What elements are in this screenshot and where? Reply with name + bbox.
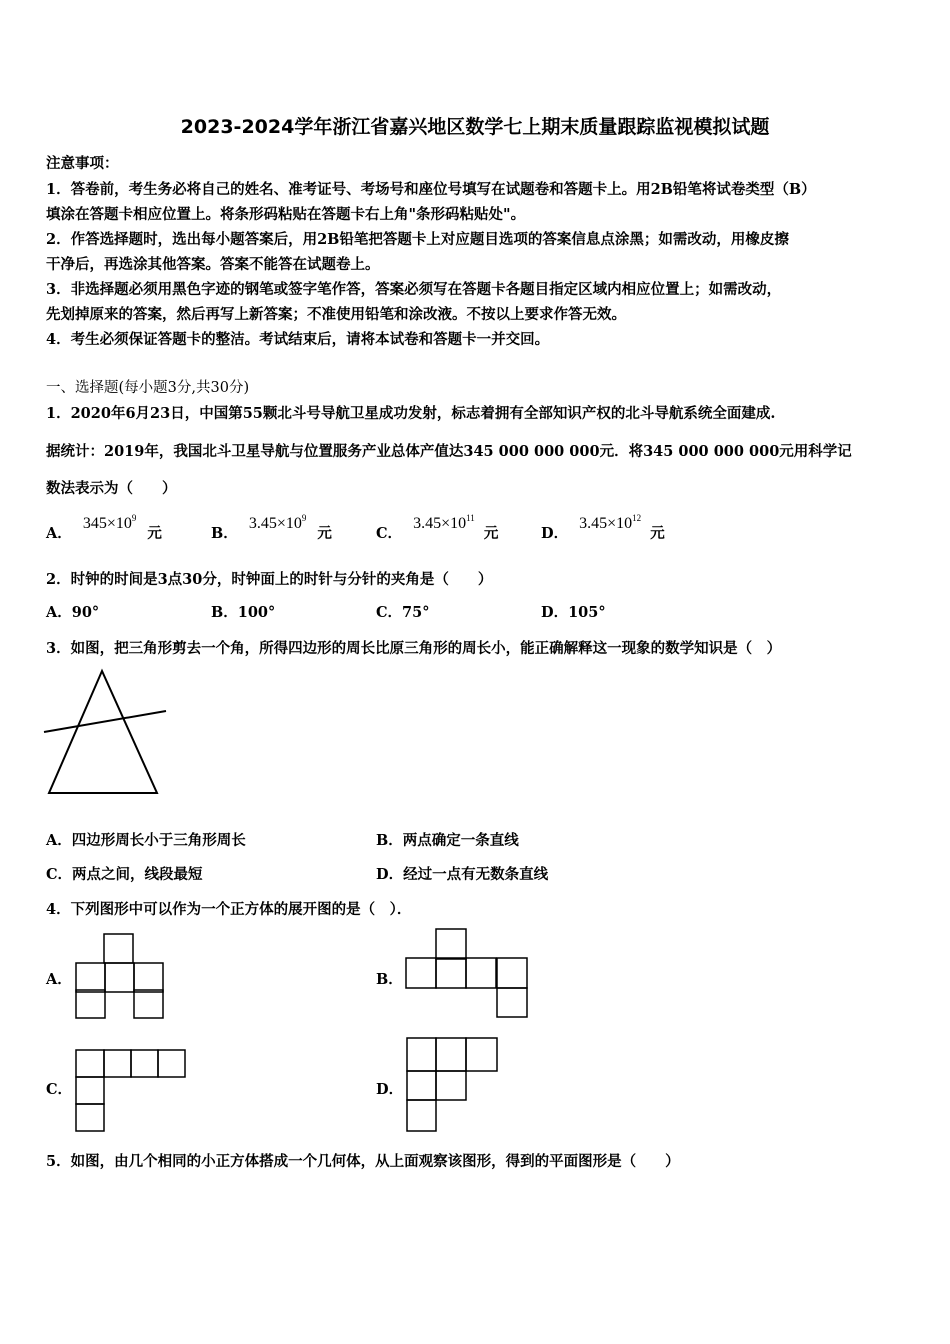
q4-option-c-label: C． — [46, 1081, 73, 1098]
option-label: A． — [46, 525, 72, 542]
cube-net-a — [75, 932, 167, 1022]
option-label: B． — [211, 525, 238, 542]
q3-option-b: B．两点确定一条直线 — [376, 832, 519, 849]
option-label: C． — [376, 525, 403, 542]
q2-option-d: D．105° — [541, 604, 606, 621]
cube-net-b — [404, 927, 530, 1022]
notice-line: 2．作答选择题时，选出每小题答案后，用2B铅笔把答题卡上对应题目选项的答案信息点涂黑；如需改动，用橡皮擦 — [46, 231, 789, 248]
triangle-figure — [40, 665, 170, 800]
option-math: $3.45\times 10^{11}$ — [413, 513, 475, 532]
cube-net-d — [405, 1036, 501, 1136]
option-math: $345\times 10^9$ — [82, 513, 137, 532]
section-heading: 一、选择题(每小题3分,共30分) — [46, 380, 250, 396]
q1-option-c: C． $3.45\times 10^{11}$ 元 — [376, 513, 499, 542]
question-4-text: 4．下列图形中可以作为一个正方体的展开图的是（ ）． — [46, 901, 412, 918]
notice-line: 4．考生必须保证答题卡的整洁。考试结束后，请将本试卷和答题卡一并交回。 — [46, 331, 550, 348]
page-title: 2023-2024学年浙江省嘉兴地区数学七上期末质量跟踪监视模拟试题 — [180, 116, 770, 138]
q3-option-d: D．经过一点有无数条直线 — [376, 866, 549, 883]
notice-heading: 注意事项： — [46, 155, 119, 172]
question-2-text: 2．时钟的时间是3点30分，时钟面上的时针与分针的夹角是（ ） — [46, 571, 493, 588]
q2-option-c: C．75° — [376, 604, 430, 621]
cube-net-c — [75, 1048, 189, 1134]
q4-option-a-label: A． — [46, 971, 72, 988]
q4-option-d-label: D． — [376, 1081, 404, 1098]
question-1-line: 数法表示为（ ） — [46, 480, 177, 497]
triangle-shape — [49, 671, 157, 793]
q1-option-a: A． $345\times 10^9$ 元 — [46, 513, 162, 542]
q1-option-d: D． $3.45\times 10^{12}$ 元 — [541, 513, 665, 542]
cut-line — [44, 711, 166, 732]
q2-option-b: B．100° — [211, 604, 276, 621]
notice-line: 干净后，再选涂其他答案。答案不能答在试题卷上。 — [46, 256, 380, 273]
q3-option-a: A．四边形周长小于三角形周长 — [46, 832, 246, 849]
question-1-line: 1．2020年6月23日，中国第55颗北斗号导航卫星成功发射，标志着拥有全部知识产权的北斗导航系统全面建成. — [46, 405, 776, 422]
q3-option-c: C．两点之间，线段最短 — [46, 866, 203, 883]
question-1-line: 据统计：2019年，我国北斗卫星导航与位置服务产业总体产值达345 000 000 000元．将345 000 000 000元用科学记 — [46, 443, 852, 460]
option-math: $3.45\times 10^9$ — [248, 513, 307, 532]
option-label: D． — [541, 525, 569, 542]
notice-line: 1．答卷前，考生务必将自己的姓名、准考证号、考场号和座位号填写在试题卷和答题卡上。用2B铅笔将试卷类型（B） — [46, 181, 816, 198]
q1-option-b: B． $3.45\times 10^9$ 元 — [211, 513, 332, 542]
q4-option-b-label: B． — [376, 971, 403, 988]
q2-option-a: A．90° — [46, 604, 100, 621]
notice-line: 先划掉原来的答案，然后再写上新答案；不准使用铅笔和涂改液。不按以上要求作答无效。 — [46, 306, 626, 323]
option-math: $3.45\times 10^{12}$ — [579, 513, 642, 532]
notice-line: 填涂在答题卡相应位置上。将条形码粘贴在答题卡右上角"条形码粘贴处"。 — [46, 206, 526, 223]
question-3-text: 3．如图，把三角形剪去一个角，所得四边形的周长比原三角形的周长小，能正确解释这一现象的数学知识是（ ） — [46, 640, 782, 657]
notice-line: 3．非选择题必须用黑色字迹的钢笔或签字笔作答，答案必须写在答题卡各题目指定区域内相应位置上；如需改动， — [46, 281, 782, 298]
question-5-text: 5．如图，由几个相同的小正方体搭成一个几何体，从上面观察该图形，得到的平面图形是（ ） — [46, 1153, 680, 1170]
